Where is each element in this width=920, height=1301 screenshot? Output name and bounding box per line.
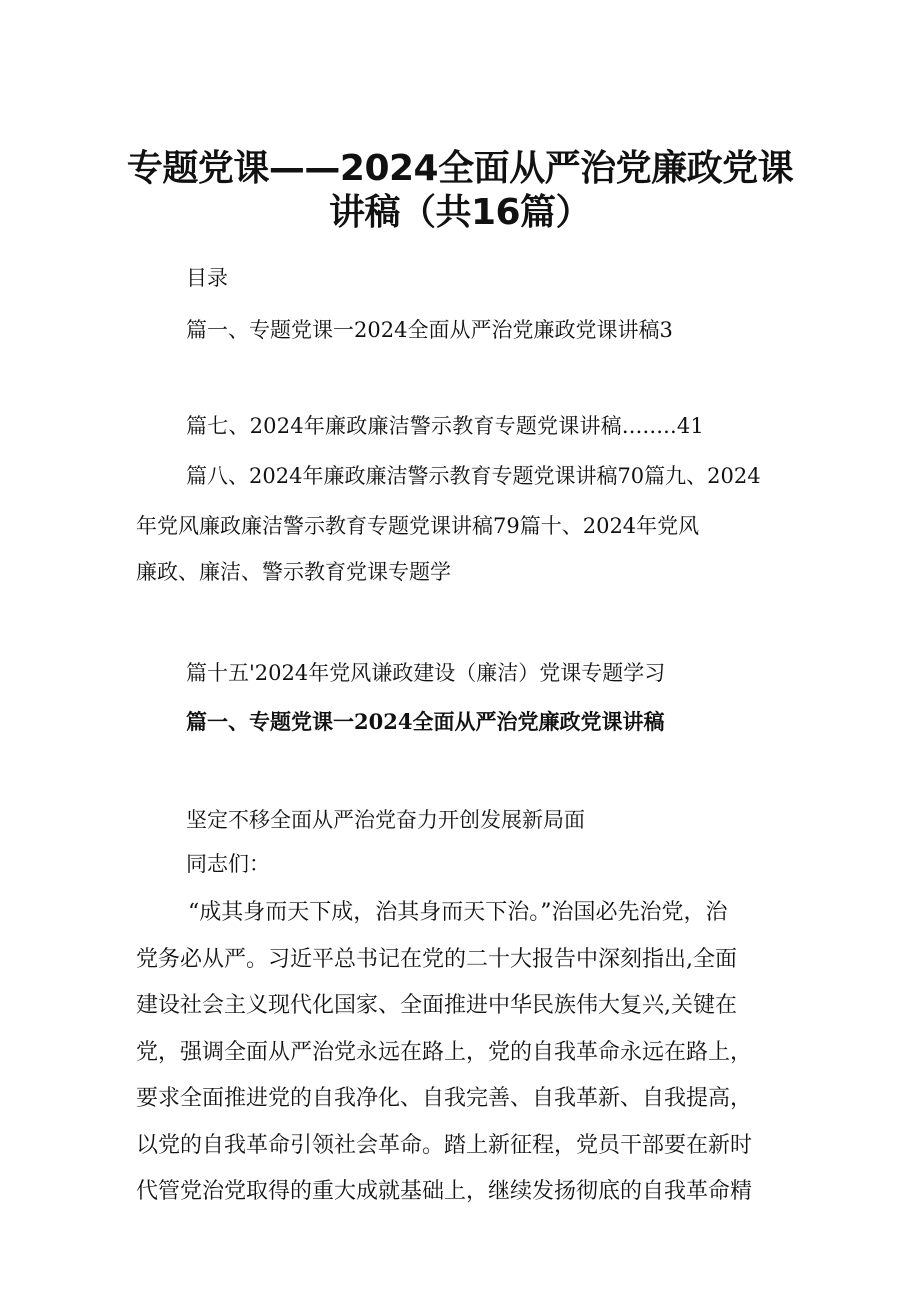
greeting: 同志们： bbox=[186, 852, 270, 876]
toc-item-15[interactable]: 篇十五'2024年党风谦政建设（廉洁）党课专题学习 bbox=[186, 661, 666, 685]
toc-item-8-line-1[interactable]: 篇八、2024年廉政廉洁警示教育专题党课讲稿70篇九、2024 bbox=[186, 464, 761, 488]
paragraph-line: 以党的自我革命引领社会革命。踏上新征程，党员干部要在新时 bbox=[136, 1132, 753, 1158]
paragraph-line: 建设社会主义现代化国家、全面推进中华民族伟大复兴,关键在 bbox=[136, 993, 737, 1018]
toc-item-8-line-2[interactable]: 年党风廉政廉洁警示教育专题党课讲稿79篇十、2024年党风 bbox=[136, 514, 700, 538]
toc-item-7[interactable]: 篇七、2024年廉政廉洁警示教育专题党课讲稿........41 bbox=[186, 414, 704, 438]
document-title-line-1: 专题党课——2024全面从严治党廉政党课 bbox=[126, 148, 794, 189]
paragraph-line: “成其身而天下成，治其身而天下治。”治国必先治党，治 bbox=[188, 900, 728, 925]
speech-title: 坚定不移全面从严治党奋力开创发展新局面 bbox=[186, 808, 585, 832]
paragraph-line: 代管党治党取得的重大成就基础上，继续发扬彻底的自我革命精 bbox=[136, 1179, 753, 1204]
toc-label: 目录 bbox=[186, 266, 228, 290]
section-heading: 篇一、专题党课一2024全面从严治党廉政党课讲稿 bbox=[186, 709, 665, 734]
document-title-line-2: 讲稿（共16篇） bbox=[328, 192, 592, 233]
paragraph-line: 要求全面推进党的自我净化、自我完善、自我革新、自我提高， bbox=[136, 1086, 753, 1111]
toc-item-8-line-3[interactable]: 廉政、廉洁、警示教育党课专题学 bbox=[136, 560, 451, 584]
body-paragraph bbox=[136, 890, 796, 1216]
toc-item-1[interactable]: 篇一、专题党课一2024全面从严治党廉政党课讲稿3 bbox=[186, 318, 673, 342]
paragraph-line: 党，强调全面从严治党永远在路上，党的自我革命永远在路上， bbox=[136, 1039, 753, 1065]
paragraph-line: 党务必从严。习近平总书记在党的二十大报告中深刻指出,全面 bbox=[136, 946, 737, 972]
